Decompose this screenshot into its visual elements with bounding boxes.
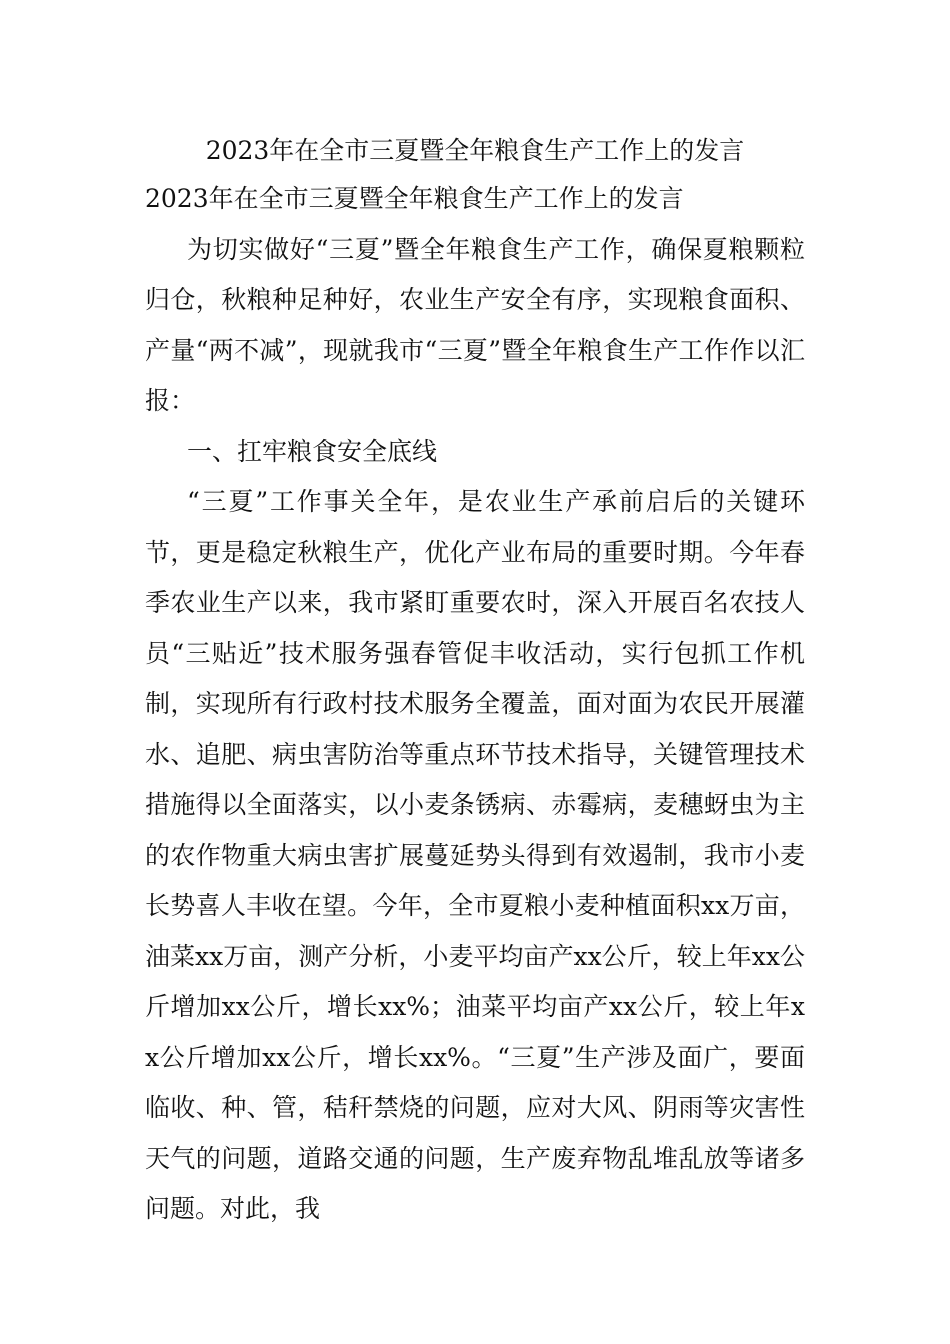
document-subtitle: 2023年在全市三夏暨全年粮食生产工作上的发言 <box>145 184 684 213</box>
body-paragraph: “三夏”工作事关全年，是农业生产承前启后的关键环节，更是稳定秋粮生产，优化产业布局的重要时期。今年春季农业生产以来，我市紧盯重要农时，深入开展百名农技人员“三贴近”技术服务强春管促丰收活动，实行包抓工作机制，实现所有行政村技术服务全覆盖，面对面为农民开展灌水、追肥、病虫害防治等重点环节技术指导，关键管理技术措施得以全面落实，以小麦条锈病、赤霉病，麦穗蚜虫为主的农作物重大病虫害扩展蔓延势头得到有效遏制，我市小麦长势喜人丰收在望。今年，全市夏粮小麦种植面积xx万亩，油菜xx万亩，测产分析，小麦平均亩产xx公斤，较上年xx公斤增加xx公斤，增长xx%；油菜平均亩产xx公斤，较上年xx公斤增加xx公斤，增长xx%。“三夏”生产涉及面广，要面临收、种、管，秸秆禁烧的问题，应对大风、阴雨等灾害性天气的问题，道路交通的问题，生产废弃物乱堆乱放等诸多问题。对此，我 <box>145 487 805 1223</box>
section-heading: 一、扛牢粮食安全底线 <box>187 436 438 466</box>
document-body <box>145 174 805 1235</box>
document-title: 2023年在全市三夏暨全年粮食生产工作上的发言 <box>205 136 745 165</box>
intro-paragraph: 为切实做好“三夏”暨全年粮食生产工作，确保夏粮颗粒归仓，秋粮种足种好，农业生产安全有序，实现粮食面积、产量“两不减”，现就我市“三夏”暨全年粮食生产工作作以汇报： <box>145 234 805 415</box>
